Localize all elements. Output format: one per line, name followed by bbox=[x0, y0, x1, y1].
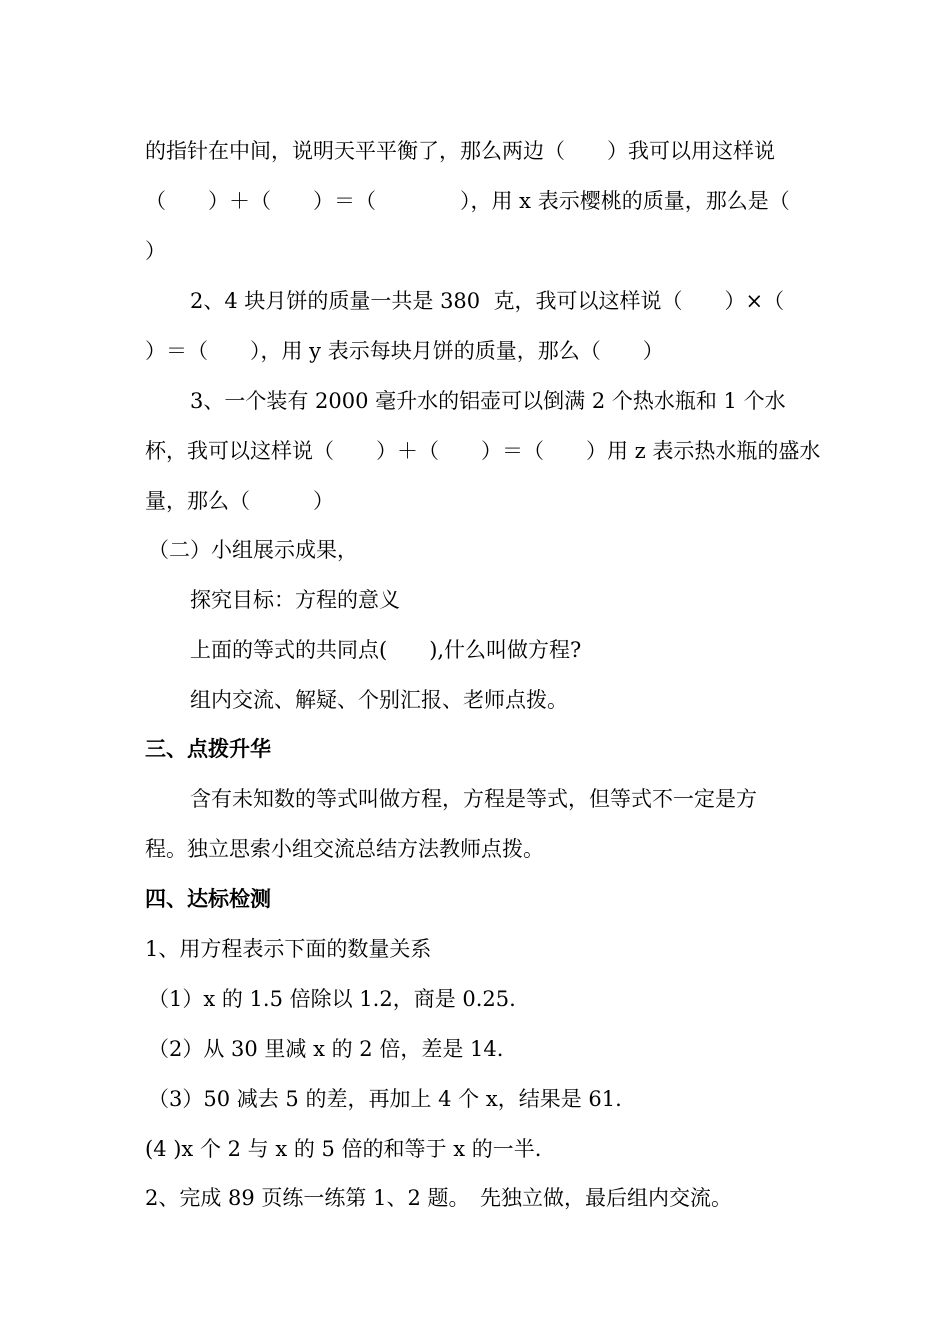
section-heading-3: 三、点拨升华 bbox=[145, 737, 271, 761]
group-activity: 组内交流、解疑、个别汇报、老师点拨。 bbox=[190, 688, 568, 712]
definition-line-2: 程。独立思索小组交流总结方法教师点拨。 bbox=[145, 837, 544, 861]
common-point-question: 上面的等式的共同点( ),什么叫做方程? bbox=[190, 638, 582, 662]
section-heading-4: 四、达标检测 bbox=[145, 887, 271, 911]
exploration-goal: 探究目标：方程的意义 bbox=[190, 588, 400, 612]
definition-line-1: 含有未知数的等式叫做方程，方程是等式，但等式不一定是方 bbox=[190, 787, 757, 811]
section-group-display: （二）小组展示成果， bbox=[148, 538, 358, 562]
exercise-1-item-1: （1）x 的 1.5 倍除以 1.2，商是 0.25. bbox=[148, 987, 516, 1011]
question-3-line-2: 杯，我可以这样说（ ）＋（ ）＝（ ）用 z 表示热水瓶的盛水 bbox=[145, 439, 821, 463]
question-3-line-1: 3、一个装有 2000 毫升水的铝壶可以倒满 2 个热水瓶和 1 个水 bbox=[190, 389, 786, 413]
exercise-1-item-3: （3）50 减去 5 的差，再加上 4 个 x，结果是 61. bbox=[148, 1087, 622, 1111]
question-3-line-3: 量，那么（ ） bbox=[145, 489, 334, 513]
question-2-line-1: 2、4 块月饼的质量一共是 380 克，我可以这样说（ ）×（ bbox=[190, 289, 785, 313]
exercise-1-item-2: （2）从 30 里减 x 的 2 倍，差是 14. bbox=[148, 1037, 504, 1061]
paragraph-line-1: 的指针在中间，说明天平平衡了，那么两边（ ）我可以用这样说 bbox=[145, 139, 775, 163]
paragraph-line-3: ） bbox=[145, 239, 166, 263]
paragraph-line-2: （ ）＋（ ）＝（ ），用 x 表示樱桃的质量，那么是（ bbox=[145, 189, 790, 213]
exercise-2: 2、完成 89 页练一练第 1、2 题。 先独立做，最后组内交流。 bbox=[145, 1186, 733, 1210]
exercise-1-item-4: (4 )x 个 2 与 x 的 5 倍的和等于 x 的一半. bbox=[145, 1137, 542, 1161]
exercise-1-title: 1、用方程表示下面的数量关系 bbox=[145, 937, 432, 961]
question-2-line-2: ）＝（ ），用 y 表示每块月饼的质量，那么（ ） bbox=[145, 339, 664, 363]
